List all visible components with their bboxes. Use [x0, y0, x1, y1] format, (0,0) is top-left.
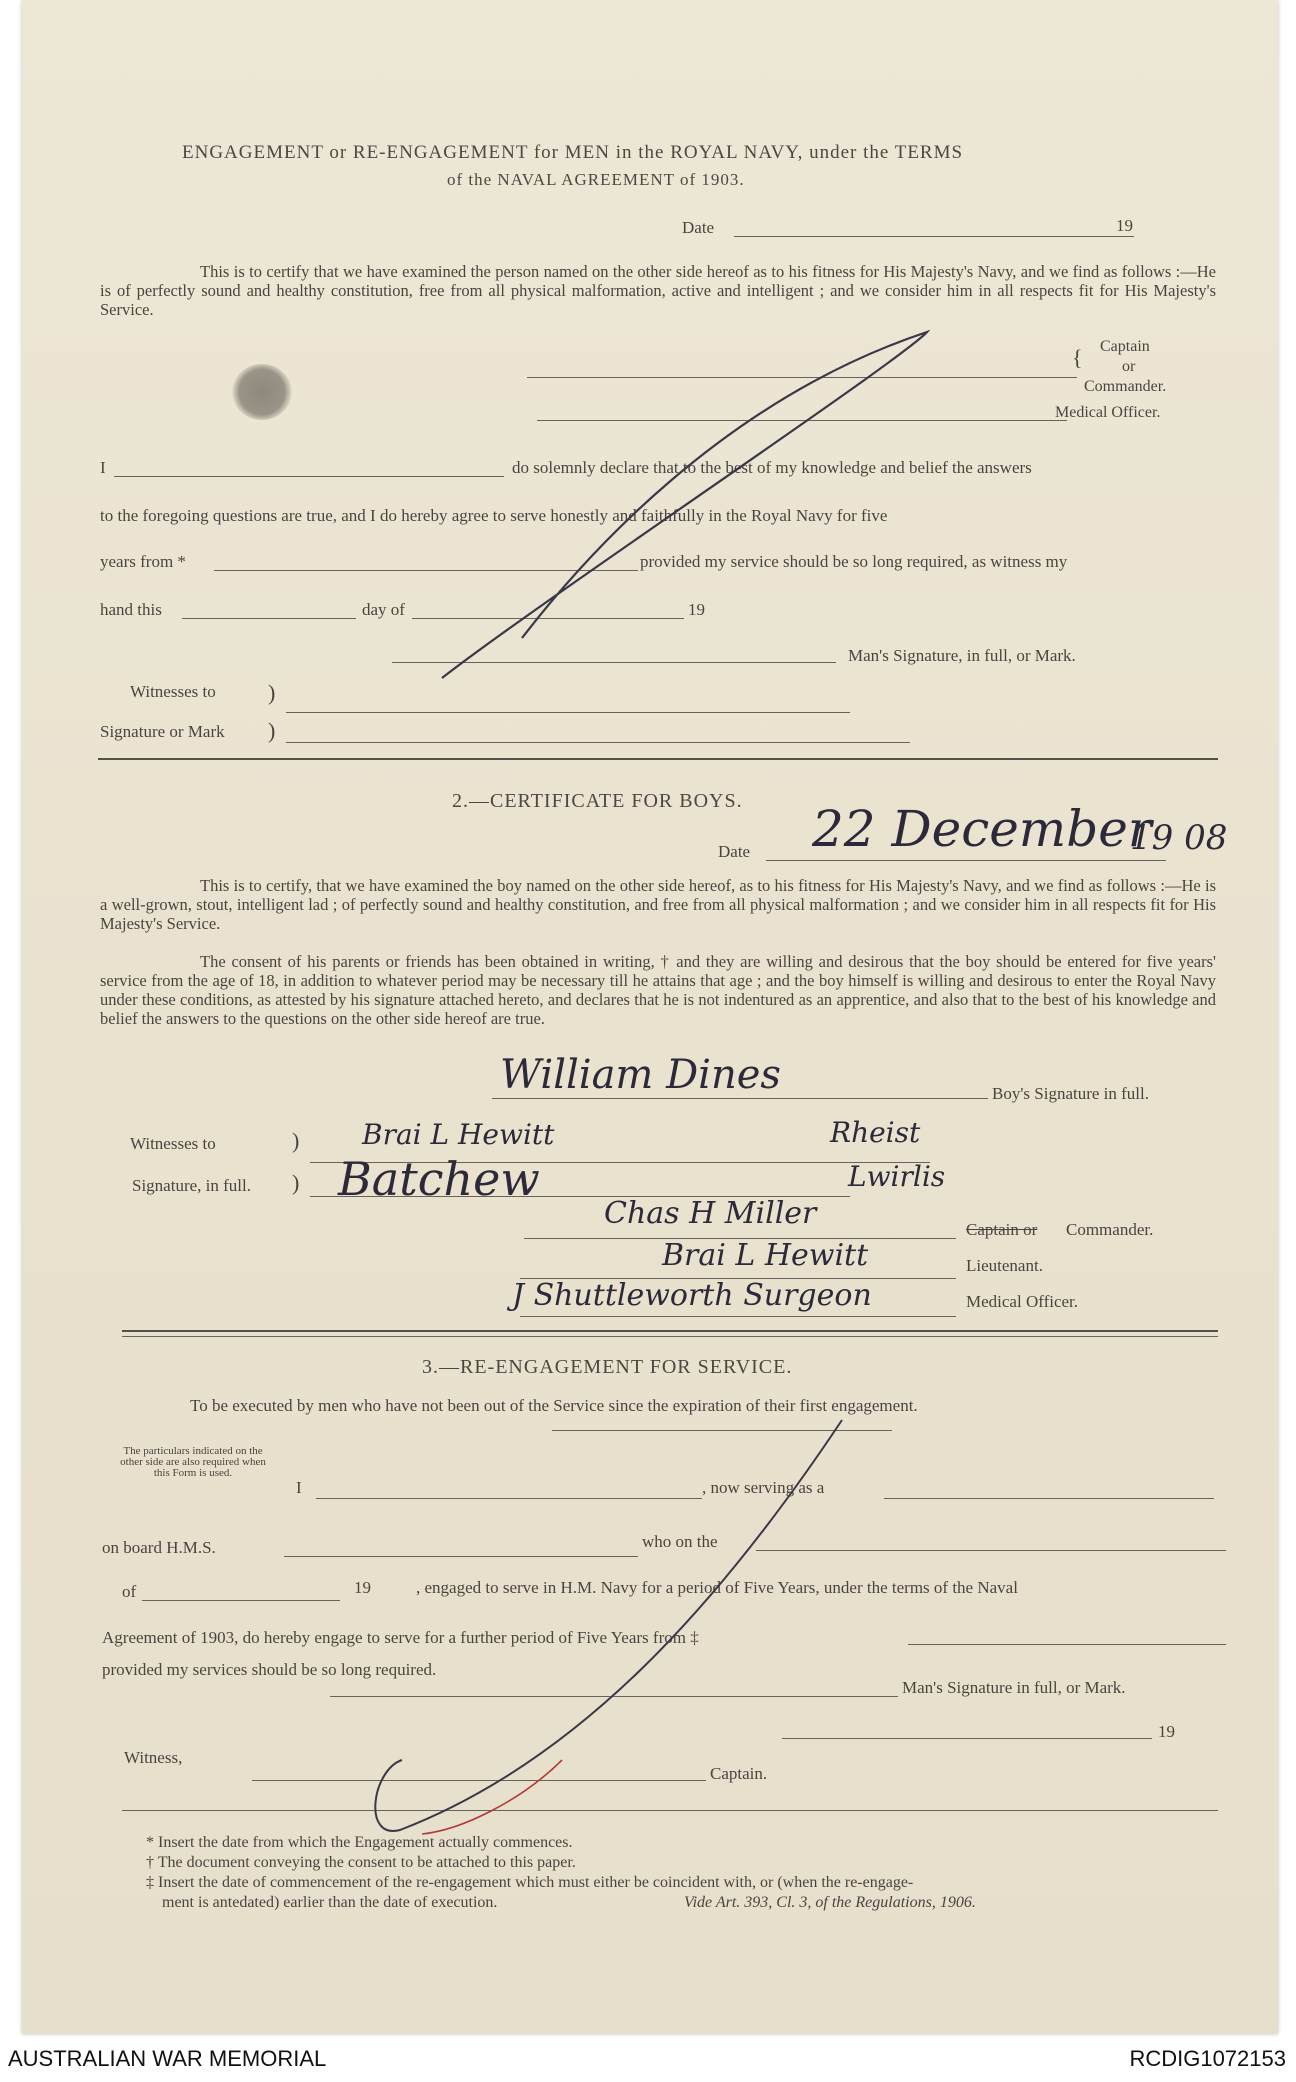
hand-this-label: hand this [100, 600, 162, 619]
s3-provided-text: provided my services should be so long required. [102, 1660, 437, 1679]
label-s2-commander: Commander. [1066, 1220, 1154, 1239]
witnesses-brace-top: ) [268, 680, 276, 705]
boy-signature-label: Boy's Signature in full. [992, 1084, 1150, 1103]
s3-witness-label: Witness, [124, 1748, 183, 1767]
cancel-stroke-section3-red [422, 1760, 562, 1834]
form-title-line1: ENGAGEMENT or RE-ENGAGEMENT for MEN in the ROYAL NAVY, under the TERMS [182, 142, 964, 163]
label-lieutenant: Lieutenant. [966, 1256, 1043, 1275]
section2-date-label: Date [718, 842, 751, 861]
witness2-extra-handwritten: Lwirlis [848, 1160, 946, 1193]
mans-signature-label: Man's Signature, in full, or Mark. [848, 646, 1076, 665]
s3-of: of [122, 1582, 137, 1601]
archive-name: AUSTRALIAN WAR MEMORIAL [8, 2046, 327, 2071]
footnote-4-reference: Vide Art. 393, Cl. 3, of the Regulations, 1906. [684, 1894, 976, 1911]
cancellation-strokes [22, 0, 1278, 2034]
witnesses-to-label: Witnesses to [130, 682, 216, 701]
s3-who-on-the: who on the [642, 1532, 718, 1551]
section3-title: 3.—RE-ENGAGEMENT FOR SERVICE. [422, 1356, 793, 1378]
s3-captain-label: Captain. [710, 1764, 768, 1783]
years-from-label: years from * [100, 552, 186, 571]
form-title-line2: of the NAVAL AGREEMENT of 1903. [447, 170, 745, 189]
footnote-2: † The document conveying the consent to be attached to this paper. [146, 1854, 576, 1871]
day-of-label: day of [362, 600, 405, 619]
section3-side-note: The particulars indicated on the other side are also required when this Form is used. [120, 1445, 266, 1479]
s3-year: 19 [354, 1578, 371, 1597]
section2-year-handwritten: 19 08 [1130, 818, 1228, 858]
signature-or-mark-label: Signature or Mark [100, 722, 225, 741]
declare-text: do solemnly declare that to the best of my knowledge and belief the answers [512, 458, 1032, 477]
lieutenant-signature-handwritten: Brai L Hewitt [662, 1238, 869, 1273]
s3-engaged-text: , engaged to serve in H.M. Navy for a period of Five Years, under the terms of the Naval [416, 1578, 1018, 1597]
foregoing-line: to the foregoing questions are true, and I do hereby agree to serve honestly and faithfully in the Royal Navy for five [100, 506, 888, 525]
day-of-year: 19 [688, 600, 705, 619]
cancel-stroke-section3 [375, 1420, 842, 1831]
archive-footer [0, 2040, 1296, 2082]
s2-witnesses-to-label: Witnesses to [130, 1134, 216, 1153]
section2-title: 2.—CERTIFICATE FOR BOYS. [452, 790, 743, 812]
section3-subtitle: To be executed by men who have not been out of the Service since the expiration of their first engagement. [190, 1396, 918, 1415]
witness2-handwritten: Batchew [338, 1152, 540, 1206]
s3-mans-signature-label: Man's Signature in full, or Mark. [902, 1678, 1126, 1697]
provided-text: provided my service should be so long required, as witness my [640, 552, 1068, 571]
s3-sig-year: 19 [1158, 1722, 1175, 1741]
label-commander: Commander. [1084, 378, 1167, 395]
s2-witness-brace-bottom: ) [292, 1170, 300, 1195]
footnote-1: * Insert the date from which the Engagement actually commences. [146, 1834, 573, 1851]
s2-witness-brace-top: ) [292, 1128, 300, 1153]
section2-consent-paragraph: The consent of his parents or friends has been obtained in writing, † and they are willing and desirous that the boy should be entered for five years' service from the age of 18, in addition to whatever period may be necessary till he attains that age ; and the boy himself is willing and desirous to enter the Royal Navy under these conditions, as attested by his signature attached hereto, and declares that he is not indentured as an apprentice, and also that to the best of his knowledge and belief the answers to the questions on the other side hereof are true. [100, 952, 1216, 1028]
captain-brace: { [1072, 345, 1083, 370]
label-or: or [1122, 358, 1136, 375]
witnesses-brace-bottom: ) [268, 718, 276, 743]
label-s2-medical-officer: Medical Officer. [966, 1292, 1079, 1311]
section2-certify-paragraph: This is to certify, that we have examined the boy named on the other side hereof, as to his fitness for His Majesty's Navy, and we find as follows :—He is a well-grown, stout, intelligent lad ; of perfectly sound and healthy constitution, and free from all physical malformation ; and we consider him in all respects fit for His Majesty's Service. [100, 876, 1216, 933]
section2-date-handwritten: 22 December [812, 800, 1152, 858]
boy-signature-handwritten: William Dines [500, 1052, 781, 1098]
s3-i: I [296, 1478, 302, 1497]
label-medical-officer: Medical Officer. [1055, 404, 1161, 421]
s3-now-serving: , now serving as a [702, 1478, 825, 1497]
header-date-label: Date [682, 218, 715, 237]
medical-signature-handwritten: J Shuttleworth Surgeon [512, 1278, 872, 1313]
label-captain: Captain [1100, 338, 1150, 355]
cancel-stroke-section1 [442, 332, 927, 678]
header-year: 19 [1116, 216, 1133, 235]
document-page [22, 0, 1278, 2034]
footnote-4: ment is antedated) earlier than the date of execution. [162, 1894, 498, 1911]
declare-i: I [100, 458, 106, 477]
s3-on-board-label: on board H.M.S. [102, 1538, 216, 1557]
s2-signature-in-full-label: Signature, in full. [132, 1176, 251, 1195]
commander-signature-handwritten: Chas H Miller [604, 1196, 817, 1231]
footnote-3: ‡ Insert the date of commencement of the re-engagement which must either be coincident with, or (when the re-engage- [146, 1874, 914, 1891]
witness1-extra-handwritten: Rheist [830, 1116, 921, 1149]
s3-agreement-text: Agreement of 1903, do hereby engage to serve for a further period of Five Years from ‡ [102, 1628, 699, 1647]
label-captain-struck: Captain or [966, 1220, 1038, 1239]
witness1-handwritten: Brai L Hewitt [362, 1118, 555, 1151]
archive-id: RCDIG1072153 [1129, 2046, 1286, 2071]
section1-certify-paragraph: This is to certify that we have examined the person named on the other side hereof as to his fitness for His Majesty's Navy, and we find as follows :—He is of perfectly sound and healthy constitution, free from all physical malformation, active and intelligent ; and we consider him in all respects fit for His Majesty's Service. [100, 262, 1216, 319]
